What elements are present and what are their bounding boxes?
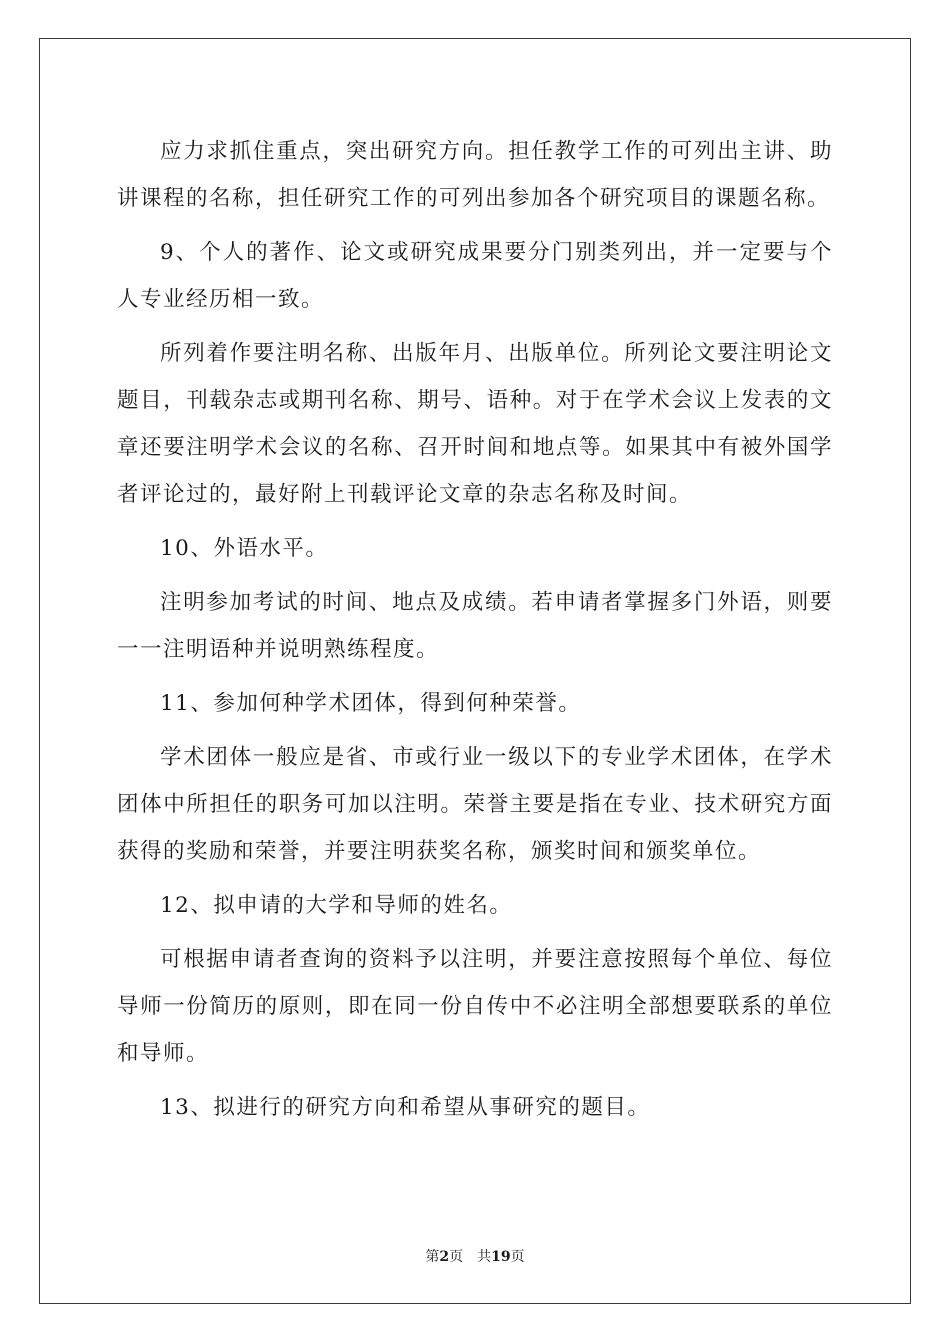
total-label-prefix: 共 — [477, 1249, 492, 1265]
paragraph-2: 9、个人的著作、论文或研究成果要分门别类列出，并一定要与个人专业经历相一致。 — [117, 240, 833, 312]
paragraph-8: 12、拟申请的大学和导师的姓名。 — [160, 893, 513, 918]
paragraph-7: 学术团体一般应是省、市或行业一级以下的专业学术团体，在学术团体中所担任的职务可加以注明。荣誉主要是指在专业、技术研究方面获得的奖励和荣誉，并要注明获奖名称，颁奖时间和颁奖单位。 — [117, 745, 833, 864]
paragraph-5: 注明参加考试的时间、地点及成绩。若申请者掌握多门外语，则要一一注明语种并说明熟练程度。 — [117, 590, 833, 662]
page-footer — [0, 1248, 950, 1266]
current-page-number: 2 — [439, 1249, 450, 1265]
paragraph-9: 可根据申请者查询的资料予以注明，并要注意按照每个单位、每位导师一份简历的原则，即在同一份自传中不必注明全部想要联系的单位和导师。 — [117, 947, 833, 1066]
page-label-prefix: 第 — [425, 1249, 440, 1265]
total-page-count: 19 — [491, 1249, 511, 1265]
document-body — [117, 128, 833, 1138]
page-label-suffix: 页 — [449, 1249, 464, 1265]
total-label-suffix: 页 — [510, 1249, 525, 1265]
paragraph-4: 10、外语水平。 — [160, 536, 329, 561]
paragraph-1: 应力求抓住重点，突出研究方向。担任教学工作的可列出主讲、助讲课程的名称，担任研究工作的可列出参加各个研究项目的课题名称。 — [117, 139, 833, 211]
paragraph-6: 11、参加何种学术团体，得到何种荣誉。 — [160, 691, 582, 716]
paragraph-3: 所列着作要注明名称、出版年月、出版单位。所列论文要注明论文题目，刊载杂志或期刊名称、期号、语种。对于在学术会议上发表的文章还要注明学术会议的名称、召开时间和地点等。如果其中有被外国学者评论过的，最好附上刊载评论文章的杂志名称及时间。 — [117, 341, 833, 507]
paragraph-10: 13、拟进行的研究方向和希望从事研究的题目。 — [160, 1095, 651, 1120]
